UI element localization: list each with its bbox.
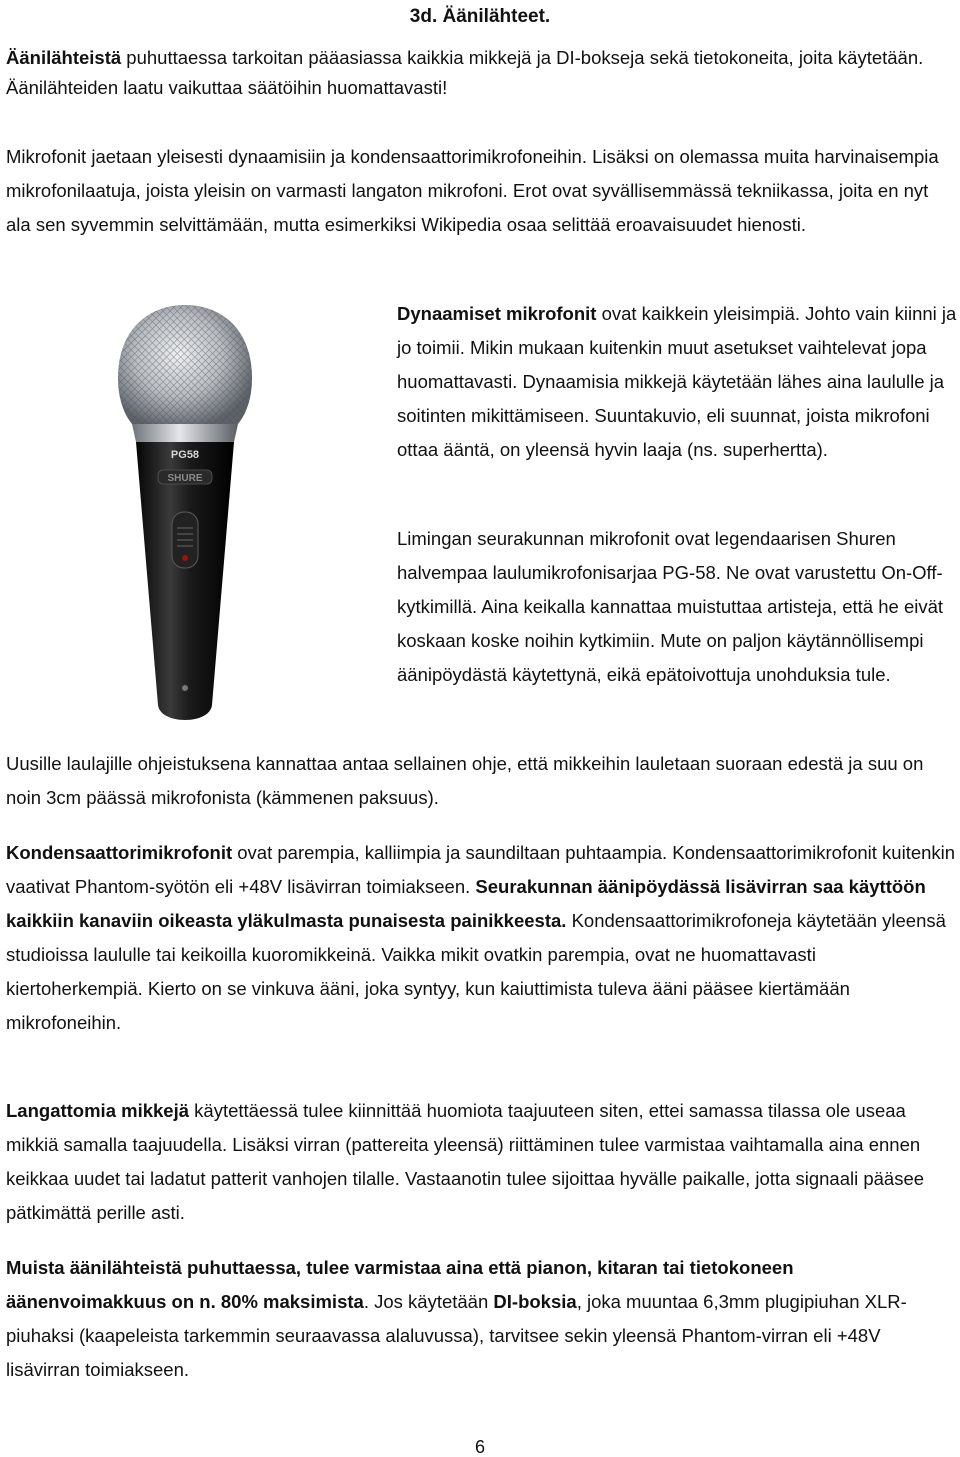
wireless-text: käytettäessä tulee kiinnittää huomiota taajuuteen siten, ettei samassa tilassa ole useaa mikkiä samalla taajuudella. Lisäksi virran (pattereita yleensä) riittäminen tulee varmistaa vaihtamalla aina ennen keikkaa uudet tai ladatut patterit vanhojen tilalle. Vastaanotin tulee sijoittaa hyvälle paikalle, jotta signaali pääsee pätkimättä perille asti. <box>6 1100 925 1223</box>
other-sources-text-2: , joka muuntaa 6,3mm plugipiuhan XLR-piuhaksi (kaapeleista tarkemmin seuraavassa alaluvussa), tarvitsee sekin yleensä Phantom-virran eli +48V lisävirran toimiakseen. <box>6 1291 907 1380</box>
grille-mesh <box>118 305 252 430</box>
switch-indicator <box>182 555 188 561</box>
mic-types-text: Mikrofonit jaetaan yleisesti dynaamisiin ja kondensaattorimikrofoneihin. Lisäksi on olemassa muita harvinaisempia mikrofonilaatuja, joista yleisin on varmasti langaton mikrofoni. Erot ovat syvällisemmässä tekniikassa, joita en nyt ala sen syvemmin selvittämään, mutta esimerkiksi Wikipedia osaa selittää eroavaisuudet hienosti. <box>6 146 939 235</box>
other-sources-text: . Jos käytetään <box>363 1291 494 1312</box>
singers-advice-text: Uusille laulajille ohjeistuksena kannattaa antaa sellainen ohje, että mikkeihin lauletaan suoraan edestä ja suu on noin 3cm päässä mikrofonista (kämmenen paksuus). <box>6 753 924 808</box>
dynamic-mics-text: ovat kaikkein yleisimpiä. Johto vain kiinni ja jo toimii. Mikin mukaan kuitenkin muut asetukset vaihtelevat jopa huomattavasti. Dynaamisia mikkejä käytetään lähes aina laululle ja soitinten mikittämiseen. Suuntakuvio, eli suunnat, joista mikrofoni ottaa ääntä, on yleensä hyvin laaja (ns. superhertta). <box>397 303 957 460</box>
condenser-text: ovat parempia, kalliimpia ja saundiltaan puhtaampia. Kondensaattorimikrofonit kuitenkin vaativat Phantom-syötön eli +48V lisävirran toimiakseen. <box>6 842 956 897</box>
screw-dot <box>182 685 188 691</box>
singers-advice-paragraph <box>6 747 956 815</box>
intro-bold: Äänilähteistä <box>6 47 122 68</box>
microphone-image <box>110 300 260 725</box>
condenser-text-2: Kondensaattorimikrofoneja käytetään yleensä studioissa laululle tai keikoilla kuoromikkeinä. Vaikka mikit ovatkin parempia, ovat ne huomattavasti kiertoherkempiä. Kierto on se vinkuva ääni, joka syntyy, kun kaiuttimista tuleva ääni pääsee kiertämään mikrofoneihin. <box>6 910 946 1033</box>
limingan-mics-paragraph <box>397 522 959 692</box>
phantom-button-bold: Seurakunnan äänipöydässä lisävirran saa käyttöön kaikkiin kanaviin oikeasta yläkulmasta punaisesta painikkeesta. <box>6 876 926 931</box>
grille-ring <box>132 424 238 442</box>
page-number: 6 <box>474 1437 485 1457</box>
intro-paragraph <box>6 43 956 103</box>
di-box-bold: DI-boksia <box>493 1291 577 1312</box>
condenser-bold: Kondensaattorimikrofonit <box>6 842 233 863</box>
other-sources-paragraph <box>6 1251 956 1387</box>
wireless-paragraph <box>6 1094 956 1230</box>
other-sources-bold: Muista äänilähteistä puhuttaessa, tulee varmistaa aina että pianon, kitaran tai tietokoneen äänenvoimakkuus on n. 80% maksimista <box>6 1257 794 1312</box>
brand-label: SHURE <box>167 473 203 484</box>
condenser-paragraph <box>6 836 956 1040</box>
dynamic-mics-bold: Dynaamiset mikrofonit <box>397 303 597 324</box>
dynamic-mics-paragraph <box>397 297 959 467</box>
mic-types-paragraph <box>6 140 956 242</box>
limingan-mics-text: Limingan seurakunnan mikrofonit ovat legendaarisen Shuren halvempaa laulumikrofonisarjaa PG-58. Ne ovat varustettu On-Off-kytkimillä. Aina keikalla kannattaa muistuttaa artisteja, että he eivät koskaan koske noihin kytkimiin. Mute on paljon käytännöllisempi äänipöydästä käytettynä, eikä epätoivottuja unohduksia tule. <box>397 528 944 685</box>
model-label: PG58 <box>170 449 200 461</box>
intro-text: puhuttaessa tarkoitan pääasiassa kaikkia mikkejä ja DI-bokseja sekä tietokoneita, joita käytetään. Äänilähteiden laatu vaikuttaa säätöihin huomattavasti! <box>6 47 924 98</box>
wireless-bold: Langattomia mikkejä <box>6 1100 190 1121</box>
section-heading: 3d. Äänilähteet. <box>409 6 551 27</box>
